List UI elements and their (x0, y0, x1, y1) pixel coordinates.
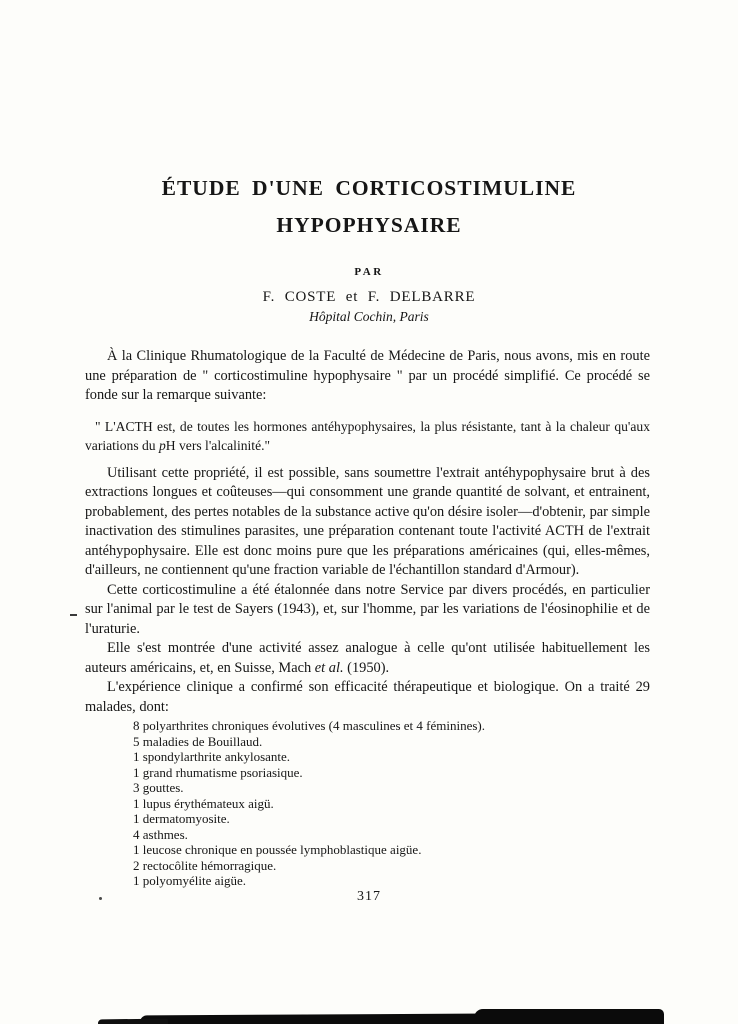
list-item: 5 maladies de Bouillaud. (133, 733, 263, 749)
activity-text-post: (1950). (343, 659, 390, 676)
scan-mark (99, 897, 102, 900)
article-title-line1: ÉTUDE D'UNE CORTICOSTIMULINE (161, 176, 577, 200)
list-item: 1 polyomyélite aigüe. (133, 873, 247, 888)
article-title (0, 0, 738, 244)
list-item: 1 dermatomyosite. (133, 811, 230, 826)
scan-artifact (98, 1019, 168, 1024)
treated-cases-list (85, 718, 650, 889)
et-al-italic: et al. (314, 659, 344, 676)
quote-text-pre: " L'ACTH est, de toutes les hormones antéhypophysaires, la plus résistante, tant à la chaleur qu'aux variations du (85, 418, 650, 453)
quote-text-post: H vers l'alcalinité." (165, 437, 271, 453)
authors: F. COSTE et F. DELBARRE (262, 289, 476, 305)
quote-ph-italic: p (159, 437, 166, 453)
paragraph-calibration: Cette corticostimuline a été étalonnée dans notre Service par divers procédés, en particulier sur l'animal par le test de Sayers (1943), et, sur l'homme, par les variations de l'éosinophilie et de l'uraturie. (85, 581, 650, 637)
list-item: 2 rectocôlite hémorragique. (133, 857, 277, 873)
list-item: 4 asthmes. (133, 826, 188, 842)
list-item: 1 spondylarthrite ankylosante. (133, 749, 291, 764)
scan-artifact (474, 1009, 664, 1024)
article-title-line2: HYPOPHYSAIRE (276, 213, 462, 237)
list-item: 3 gouttes. (133, 780, 184, 795)
list-item: 1 leucose chronique en poussée lymphoblastique aigüe. (133, 842, 422, 857)
list-item: 1 lupus érythémateux aigü. (133, 795, 274, 811)
paragraph-method: Utilisant cette propriété, il est possible, sans soumettre l'extrait antéhypophysaire brut à des extractions longues et coûteuses—qui consomment une grande quantité de solvant, et entrainent, probablement, des pertes notables de la substance active qu'on désire isoler—d'obtenir, par simple inactivation des stimulines parasites, une préparation contenant toute l'activité ACTH de l'extrait antéhypophysaire. Elle est donc moins pure que les préparations américaines (qui, elles-mêmes, d'ailleurs, ne contiennent qu'une fraction variable de l'échantillon standard d'Armour). (85, 464, 650, 578)
article-body (85, 347, 650, 889)
byline-label: PAR (354, 266, 384, 278)
list-item: 1 grand rhumatisme psoriasique. (133, 764, 303, 780)
quote-paragraph (85, 417, 650, 455)
paragraph-activity (85, 639, 650, 678)
list-item: 8 polyarthrites chroniques évolutives (4 masculines et 4 féminines). (133, 718, 485, 733)
paragraph-intro: À la Clinique Rhumatologique de la Faculté de Médecine de Paris, nous avons, mis en route une préparation de " corticostimuline hypophysaire " par un procédé simplifié. Ce procédé se fonde sur la remarque suivante: (85, 348, 650, 403)
paragraph-clinical: L'expérience clinique a confirmé son efficacité thérapeutique et biologique. On a traité 29 malades, dont: (85, 679, 650, 715)
scan-mark (70, 614, 77, 616)
activity-text-pre: Elle s'est montrée d'une activité assez analogue à celle qu'ont utilisée habituellement les auteurs américains, et, en Suisse, Mach (85, 640, 650, 676)
page-number: 317 (357, 888, 381, 904)
affiliation: Hôpital Cochin, Paris (309, 309, 429, 324)
